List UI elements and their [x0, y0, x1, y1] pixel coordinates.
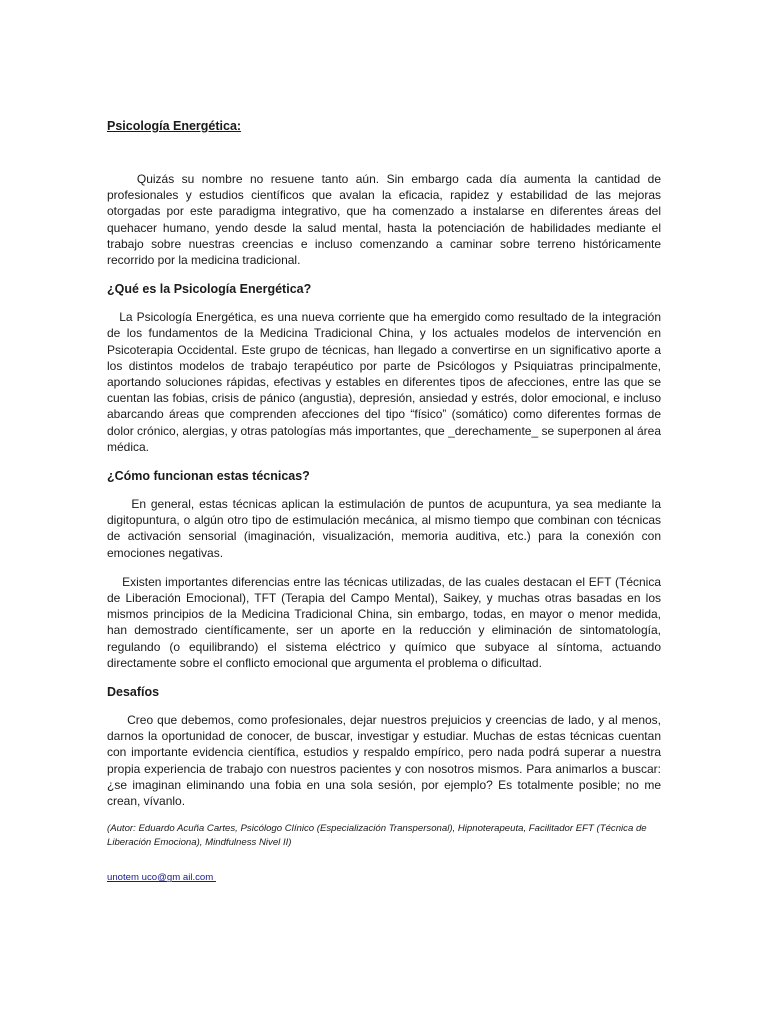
section-paragraph-como-funcionan-1: En general, estas técnicas aplican la estimulación de puntos de acupuntura, ya sea mediante la digitopuntura, o algún otro tipo de estimulación mecánica, al mismo tiempo que combinan con técnicas de activación sensorial (imaginación, visualización, memoria auditiva, etc.) para la conexión con emociones negativas. [107, 497, 665, 560]
section-paragraph-que-es: La Psicología Energética, es una nueva corriente que ha emergido como resultado de la integración de los fundamentos de la Medicina Tradicional China, y los actuales modelos de intervención en Psicoterapia Occidental. Este grupo de técnicas, han llegado a convertirse en un significativo aporte a los distintos modelos de trabajo terapéutico por parte de Psicólogos y Psiquiatras principalmente, aportando soluciones rápidas, efectivas y estables en diferentes tipos de afecciones, entre las que se cuentan las fobias, crisis de pánico (angustia), depresión, ansiedad y estrés, dolor emocional, e incluso abarcando áreas que comprenden afecciones del tipo “físico” (somático) como diferentes formas de dolor crónico, alergias, y otras patologías más importantes, que _derechamente_ se superponen al área médica. [107, 310, 665, 454]
document-title: Psicología Energética: [107, 119, 242, 133]
intro-paragraph: Quizás su nombre no resuene tanto aún. Sin embargo cada día aumenta la cantidad de profesionales y estudios científicos que avalan la eficacia, rapidez y estabilidad de las mejoras otorgadas por este paradigma integrativo, que ha comenzado a instalarse en diferentes áreas del quehacer humano, yendo desde la salud mental, hasta la potenciación de habilidades mediante el trabajo sobre nuestras creencias e incluso comenzando a caminar sobre terreno históricamente recorrido por la medicina tradicional. [107, 172, 665, 268]
section-heading-que-es: ¿Qué es la Psicología Energética? [107, 282, 312, 297]
section-paragraph-desafios: Creo que debemos, como profesionales, dejar nuestros prejuicios y creencias de lado, y al menos, darnos la oportunidad de conocer, de buscar, investigar y estudiar. Muchas de estas técnicas cuentan con importante evidencia científica, estudios y respaldo empírico, pero nada podrá superar a nuestra propia experiencia de trabajo con nuestros pacientes y con nosotros mismos. Para animarlos a buscar: ¿se imaginan eliminando una fobia en una sola sesión, por ejemplo? Es totalmente posible; no me crean, vívanlo. [107, 713, 665, 809]
author-credit: (Autor: Eduardo Acuña Cartes, Psicólogo Clínico (Especialización Transpersonal), Hipnoterapeuta, Facilitador EFT (Técnica de Liberación Emociona), Mindfulness Nivel II) [107, 823, 647, 849]
section-heading-desafios: Desafíos [107, 685, 160, 700]
document-page [107, 118, 665, 885]
email-link[interactable]: unotem uco@gm ail.com [107, 872, 216, 884]
section-heading-como-funcionan: ¿Cómo funcionan estas técnicas? [107, 469, 310, 484]
section-paragraph-como-funcionan-2: Existen importantes diferencias entre las técnicas utilizadas, de las cuales destacan el EFT (Técnica de Liberación Emocional), TFT (Terapia del Campo Mental), Saikey, y muchas otras basadas en los mismos principios de la Medicina Tradicional China, sin embargo, todas, en mayor o menor medida, han demostrado científicamente, ser un aporte en la reducción y eliminación de sintomatología, regulando (o equilibrando) el sistema eléctrico y químico que subyace al síntoma, actuando directamente sobre el conflicto emocional que argumenta el problema o dificultad. [107, 574, 665, 670]
